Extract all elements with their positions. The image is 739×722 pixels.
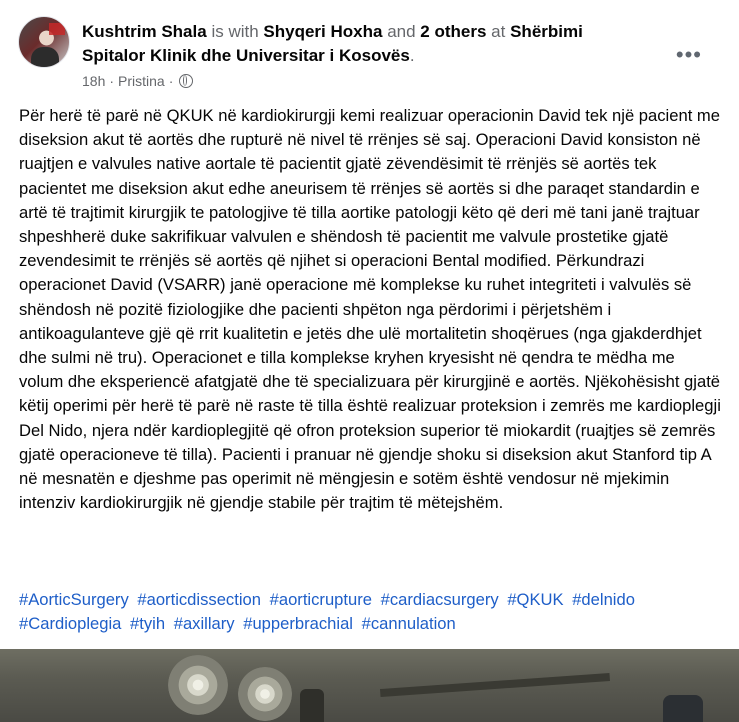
period: .: [409, 46, 415, 65]
location-link-part1[interactable]: Shërbimi: [510, 22, 583, 41]
surgical-lamp: [168, 655, 228, 715]
hashtag-link[interactable]: #aorticrupture: [269, 590, 372, 609]
meta-separator-2: ·: [168, 73, 174, 89]
lamp-bar: [380, 673, 610, 697]
hashtag-link[interactable]: #aorticdissection: [137, 590, 261, 609]
hashtag-link[interactable]: #upperbrachial: [243, 614, 353, 633]
location-link-part2[interactable]: Spitalor Klinik dhe Universitar i Kosovës: [82, 46, 410, 65]
post-meta: [82, 72, 193, 90]
post-place[interactable]: Pristina: [118, 73, 165, 89]
equipment-handle: [663, 695, 703, 722]
at-text: at: [491, 22, 506, 41]
avatar-figure: [31, 47, 59, 68]
hashtag-link[interactable]: #AorticSurgery: [19, 590, 129, 609]
post-header: [18, 14, 718, 94]
hashtag-link[interactable]: #QKUK: [507, 590, 564, 609]
meta-separator: ·: [109, 73, 115, 89]
tagged-person[interactable]: Shyqeri Hoxha: [263, 22, 383, 41]
with-text: is with: [211, 22, 259, 41]
hashtag-link[interactable]: #cardiacsurgery: [380, 590, 499, 609]
post-body-text: Për herë të parë në QKUK në kardiokirurgji kemi realizuar operacionin David tek një pacient me diseksion akut të aortës dhe rupturë në nivel të rrënjes së saj. Operacioni David konsiston në ruajtjen e valvules native aortale të pacientit gjatë zëvendësimit të rrënjës së aortës tek pacientet me diseksion akut edhe aneurisem të rrënjes së aortës si dhe paraqet standardin e artë të trajtimit kirurgjik te patologjive të tilla aortike patologji këto që deri më tani janë trajtuar shpeshherë duke sakrifikuar valvulen e shëndosh të pacientit me valvule prostetike gjatë zevendesimit te rrënjës së aortës që njihet si operacioni Bental modified. Përkundrazi operacionet David (VSARR) janë operacione më komplekse ku ruhet integriteti i valvulës së shëndosh në pozitë fiziologjike dhe pacienti shpëton nga përdorimi i përjetshëm i antikoagulanteve gjë që rrit kualitetin e jetës dhe ulë mortalitetin shoqërues (nga gjakderdhjet dhe sulmi në tru). Operacionet e tilla komplekse kryhen kryesisht në qendra te mëdha me volum dhe eksperiencë afatgjatë dhe të specializuara për kirurgjinë e aortës. Njëkohësisht gjatë këtij operimi për herë të parë në raste të tilla është realizuar proteksion i zemrës me kardioplegji Del Nido, njera ndër kardioplegjitë që ofron proteksion superior të miokardit (ruajtjes së zemrës gjatë operacioneve të tilla). Pacienti i pranuar në gjendje shoku si diseksion akut Stanford tip A në mesnatën e djeshme pas operimit në mëngjesin e sotëm është vendosur në mjekimin intenziv kardiokirurgjik në gjendje stabile për trajtim të mëtejshëm.: [19, 106, 721, 513]
lamp-arm: [300, 689, 324, 722]
more-options-icon[interactable]: •••: [675, 42, 702, 67]
globe-icon[interactable]: [179, 74, 193, 88]
author-name[interactable]: Kushtrim Shala: [82, 22, 207, 41]
avatar-backdrop: [49, 23, 65, 35]
hashtag-link[interactable]: #delnido: [572, 590, 635, 609]
others-link[interactable]: 2 others: [420, 22, 487, 41]
hashtag-link[interactable]: #cannulation: [361, 614, 456, 633]
hashtag-link[interactable]: #Cardioplegia: [19, 614, 122, 633]
hashtag-list: [19, 588, 719, 636]
post-time[interactable]: 18h: [82, 73, 106, 89]
hashtag-link[interactable]: #axillary: [173, 614, 235, 633]
hashtag-link[interactable]: #tyih: [130, 614, 166, 633]
post-photo[interactable]: [0, 649, 739, 722]
and-text: and: [387, 22, 416, 41]
avatar[interactable]: [18, 16, 70, 68]
post-author-line: [82, 20, 642, 68]
surgical-lamp-2: [238, 667, 292, 721]
